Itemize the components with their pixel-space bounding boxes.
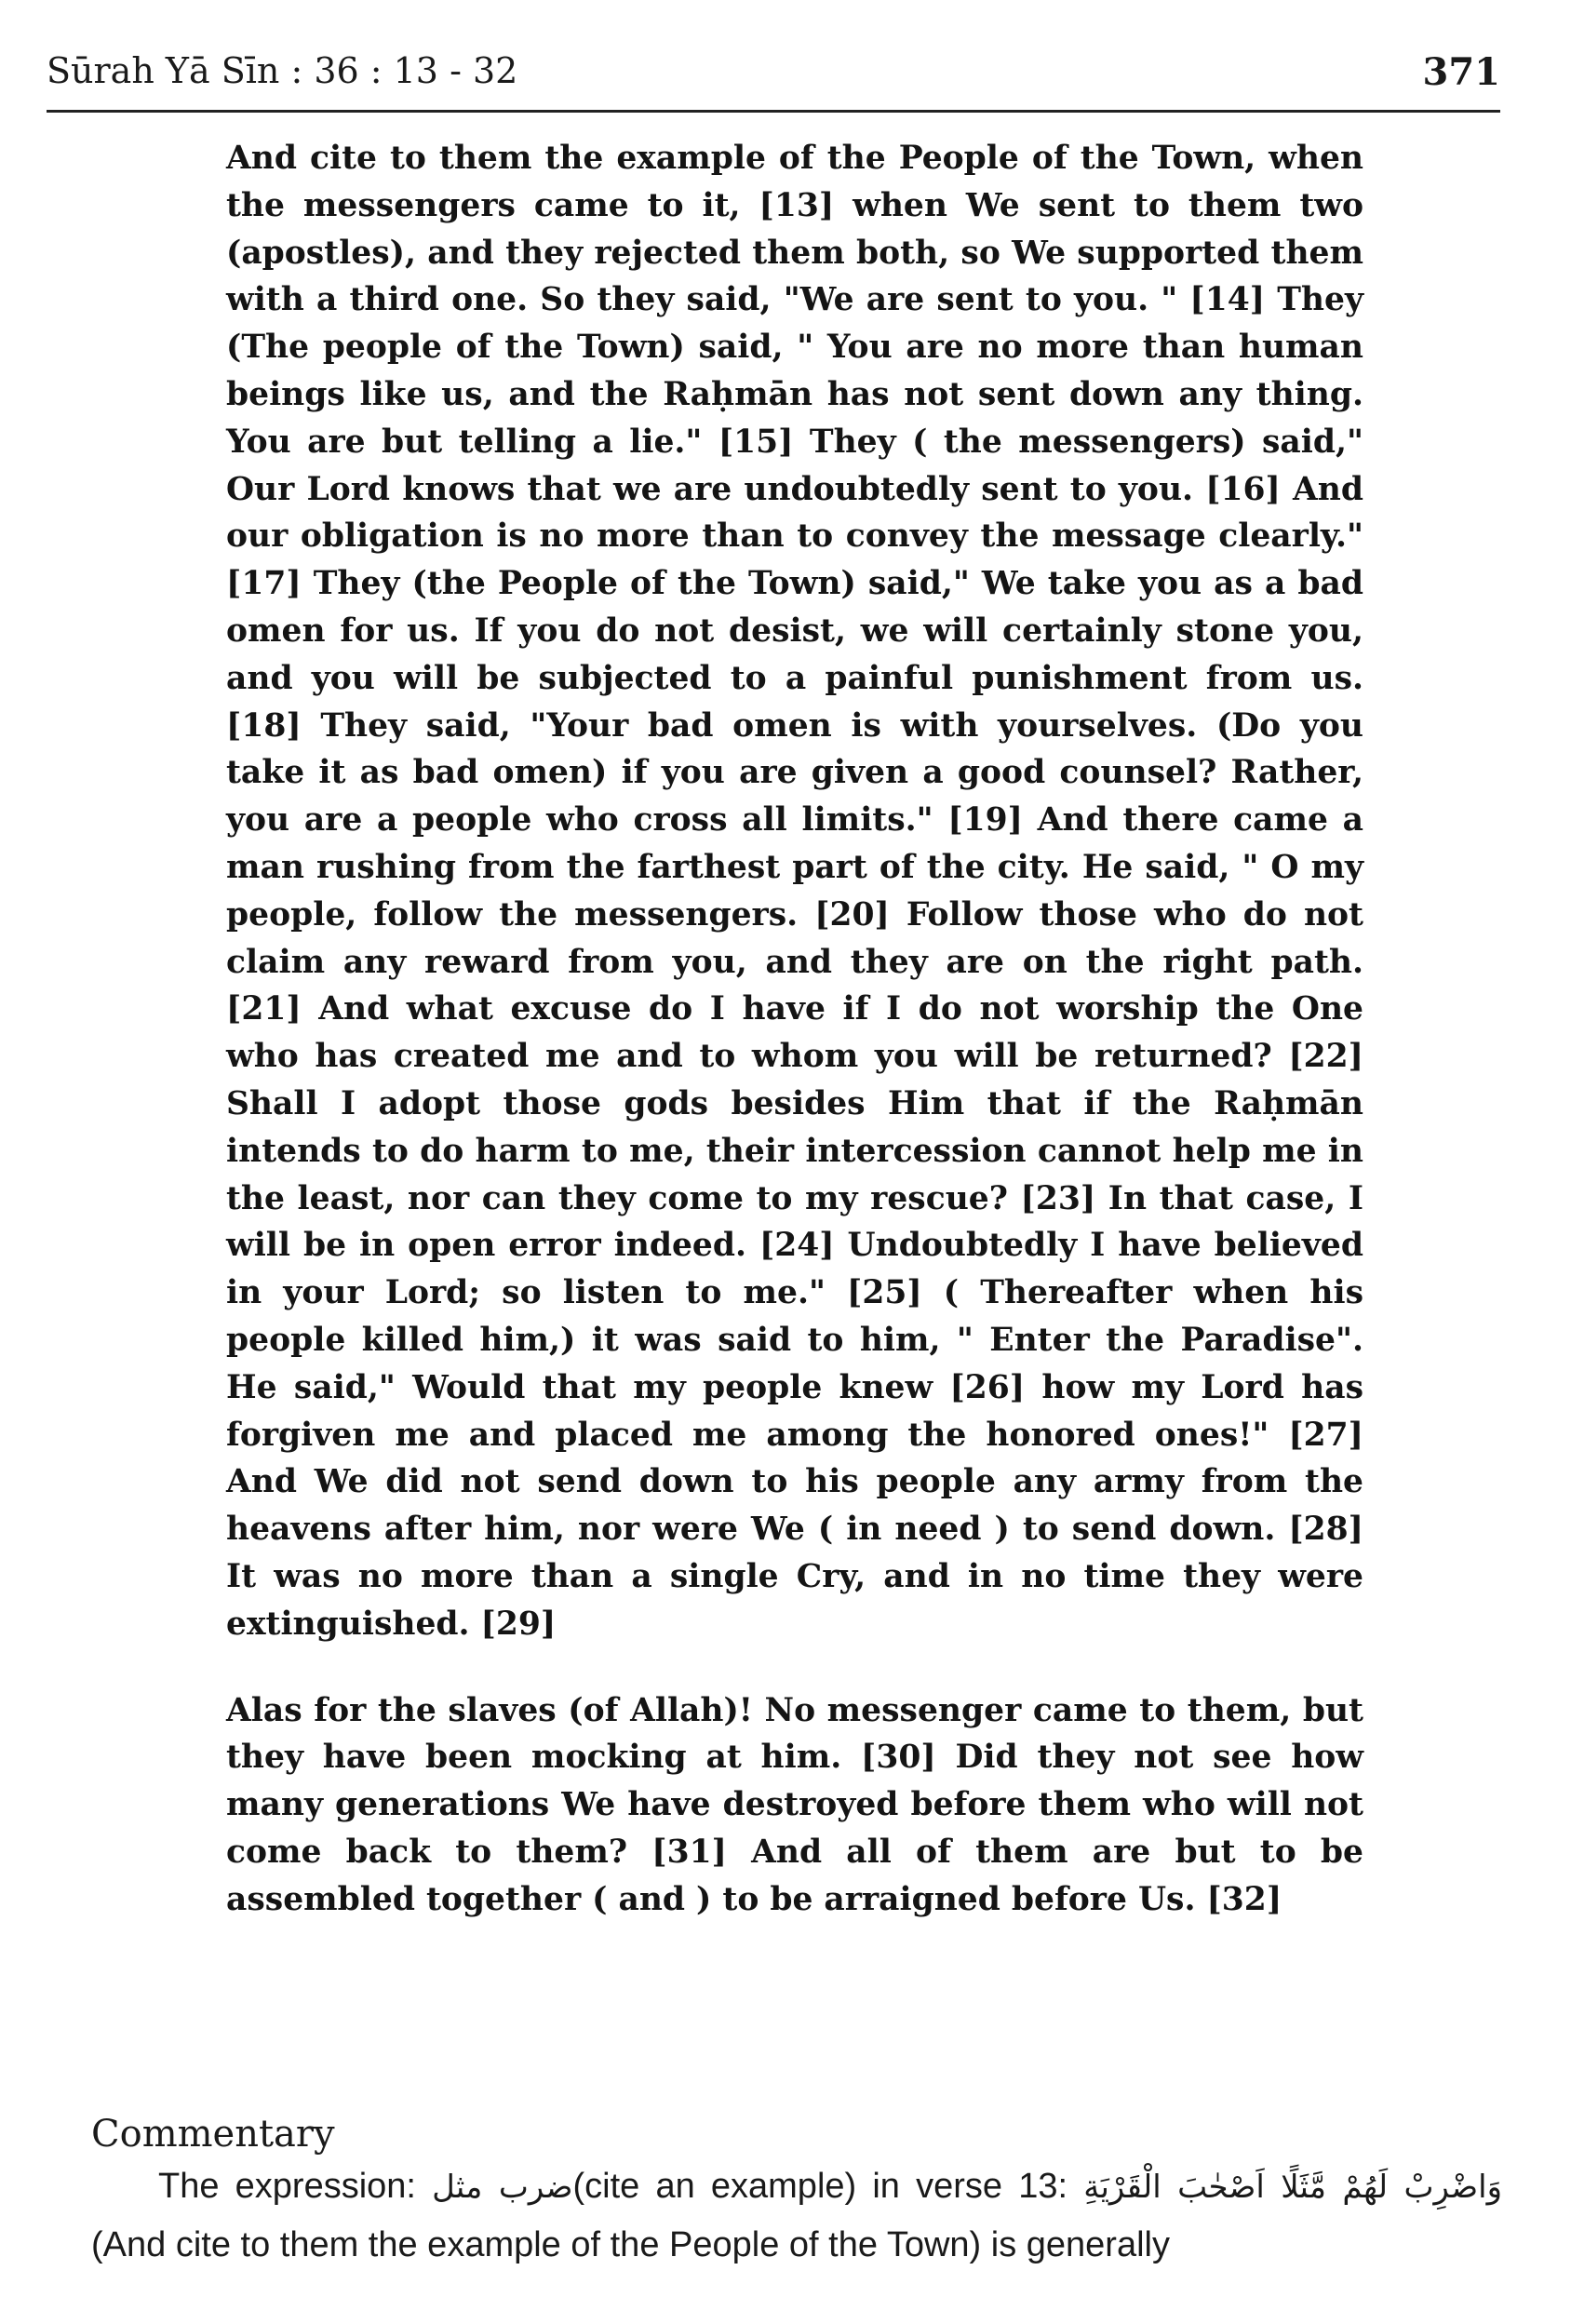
commentary-text-3: (And cite to them the example of the People of the Town) is generally — [91, 2225, 1170, 2264]
running-title: Sūrah Yā Sīn : 36 : 13 - 32 — [47, 50, 518, 91]
commentary-text-1: The expression: — [158, 2167, 433, 2206]
commentary-text-2: (cite an example) in verse 13: — [572, 2167, 1084, 2206]
commentary-heading: Commentary — [91, 2113, 335, 2156]
translation-block — [226, 135, 1363, 1962]
commentary-paragraph — [91, 2157, 1502, 2274]
translation-paragraph-1: And cite to them the example of the People of the Town, when the messengers came to it, [13] when We sent to them two (apostles), and they rejected them both, so We supported them with a third one. So they said, "We are sent to you. " [14] They (The people of the Town) said, " You are no more than human beings like us, and the Raḥmān has not sent down any thing. You are but telling a lie." [15] They ( the messengers) said," Our Lord knows that we are undoubtedly sent to you. [16] And our obligation is no more than to convey the message clearly." [17] They (the People of the Town) said," We take you as a bad omen for us. If you do not desist, we will certainly stone you, and you will be subjected to a painful punishment from us. [18] They said, "Your bad omen is with yourselves. (Do you take it as bad omen) if you are given a good counsel? Rather, you are a people who cross all limits." [19] And there came a man rushing from the farthest part of the city. He said, " O my people, follow the messengers. [20] Follow those who do not claim any reward from you, and they are on the right path. [21] And what excuse do I have if I do not worship the One who has created me and to whom you will be returned? [22] Shall I adopt those gods besides Him that if the Raḥmān intends to do harm to me, their intercession cannot help me in the least, nor can they come to my rescue? [23] In that case, I will be in open error indeed. [24] Undoubtedly I have believed in your Lord; so listen to me." [25] ( Thereafter when his people killed him,) it was said to him, " Enter the Paradise". He said," Would that my people knew [26] how my Lord has forgiven me and placed me among the honored ones!" [27] And We did not send down to his people any army from the heavens after him, nor were We ( in need ) to send down. [28] It was no more than a single Cry, and in no time they were extinguished. [29] — [226, 140, 1363, 1643]
arabic-verse-quote: وَاضْرِبْ لَهُمْ مَّثَلًا اَصْحٰبَ الْقَرْيَةِ — [1083, 2169, 1502, 2206]
page-number: 371 — [1422, 50, 1500, 94]
translation-paragraph-2: Alas for the slaves (of Allah)! No messenger came to them, but they have been mocking at him. [30] Did they not see how many generations We have destroyed before them who will not come back to them? [31] And all of them are but to be assembled together ( and ) to be arraigned before Us. [32] — [226, 1691, 1363, 1918]
page-header — [47, 47, 1500, 113]
arabic-phrase-zarb-mathal: ضرب مثل — [432, 2169, 573, 2206]
